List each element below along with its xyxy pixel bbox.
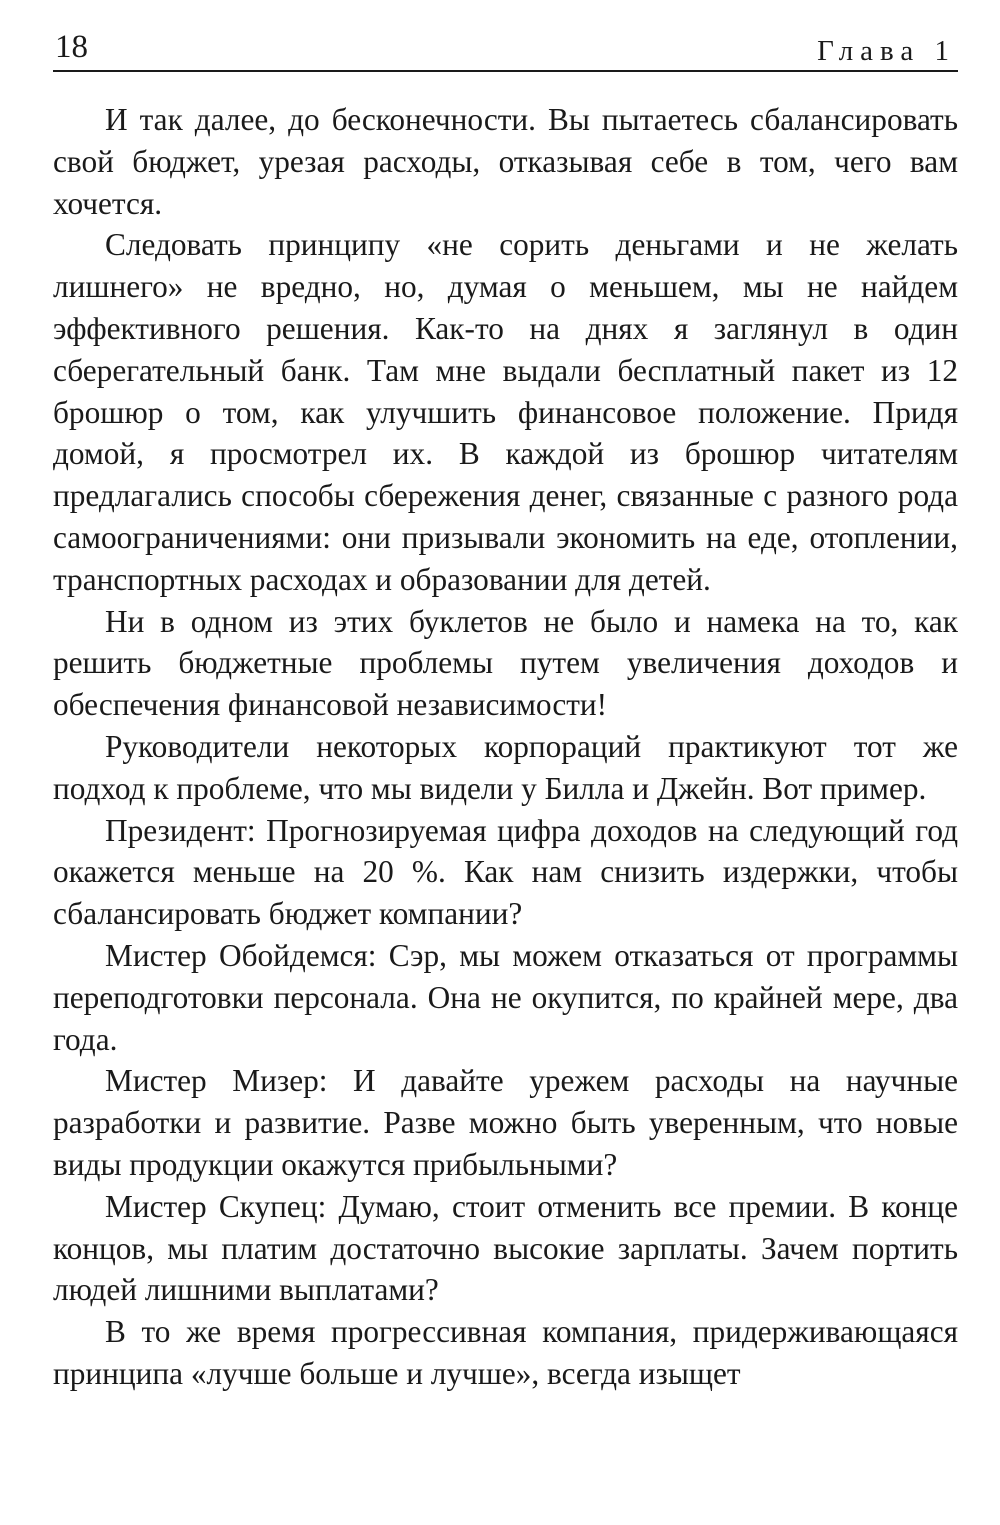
page-number: 18: [55, 29, 88, 65]
paragraph: Президент: Прогнозируемая цифра доходов на следующий год окажется меньше на 20 %. Как нам снизить издержки, чтобы сбалансировать бюджет компании?: [53, 812, 958, 932]
paragraph: Мистер Скупец: Думаю, стоит отменить все премии. В конце концов, мы платим достаточно высокие зарплаты. Зачем портить людей лишними выплатами?: [53, 1188, 958, 1308]
paragraph: Руководители некоторых корпораций практикуют тот же подход к проблеме, что мы видели у Билла и Джейн. Вот пример.: [53, 728, 958, 806]
body-text: [53, 99, 958, 1395]
chapter-title: Глава 1: [817, 35, 956, 67]
paragraph: В то же время прогрессивная компания, придерживающаяся принципа «лучше больше и лучше», всегда изыщет: [53, 1314, 958, 1391]
paragraph: Следовать принципу «не сорить деньгами и не желать лишнего» не вредно, но, думая о меньшем, мы не найдем эффективного решения. Как-то на днях я заглянул в один сберегательный банк. Там мне выдали бесплатный пакет из 12 брошюр о том, как улучшить финансовое положение. Придя домой, я просмотрел их. В каждой из брошюр читателям предлагались способы сбережения денег, связанные с разного рода самоограничениями: они призывали экономить на еде, отоплении, транспортных расходах и образовании для детей.: [53, 227, 958, 597]
paragraph: Мистер Обойдемся: Сэр, мы можем отказаться от программы переподготовки персонала. Она не окупится, по крайней мере, два года.: [53, 937, 958, 1057]
running-head: [53, 18, 958, 72]
paragraph: Ни в одном из этих буклетов не было и намека на то, как решить бюджетные проблемы путем увеличения доходов и обеспечения финансовой независимости!: [53, 603, 958, 723]
paragraph: И так далее, до бесконечности. Вы пытаетесь сбалансировать свой бюджет, урезая расходы, отказывая себе в том, чего вам хочется.: [53, 102, 958, 221]
book-page: [53, 18, 958, 1395]
paragraph: Мистер Мизер: И давайте урежем расходы на научные разработки и развитие. Разве можно быть уверенным, что новые виды продукции окажутся прибыльными?: [53, 1063, 958, 1182]
